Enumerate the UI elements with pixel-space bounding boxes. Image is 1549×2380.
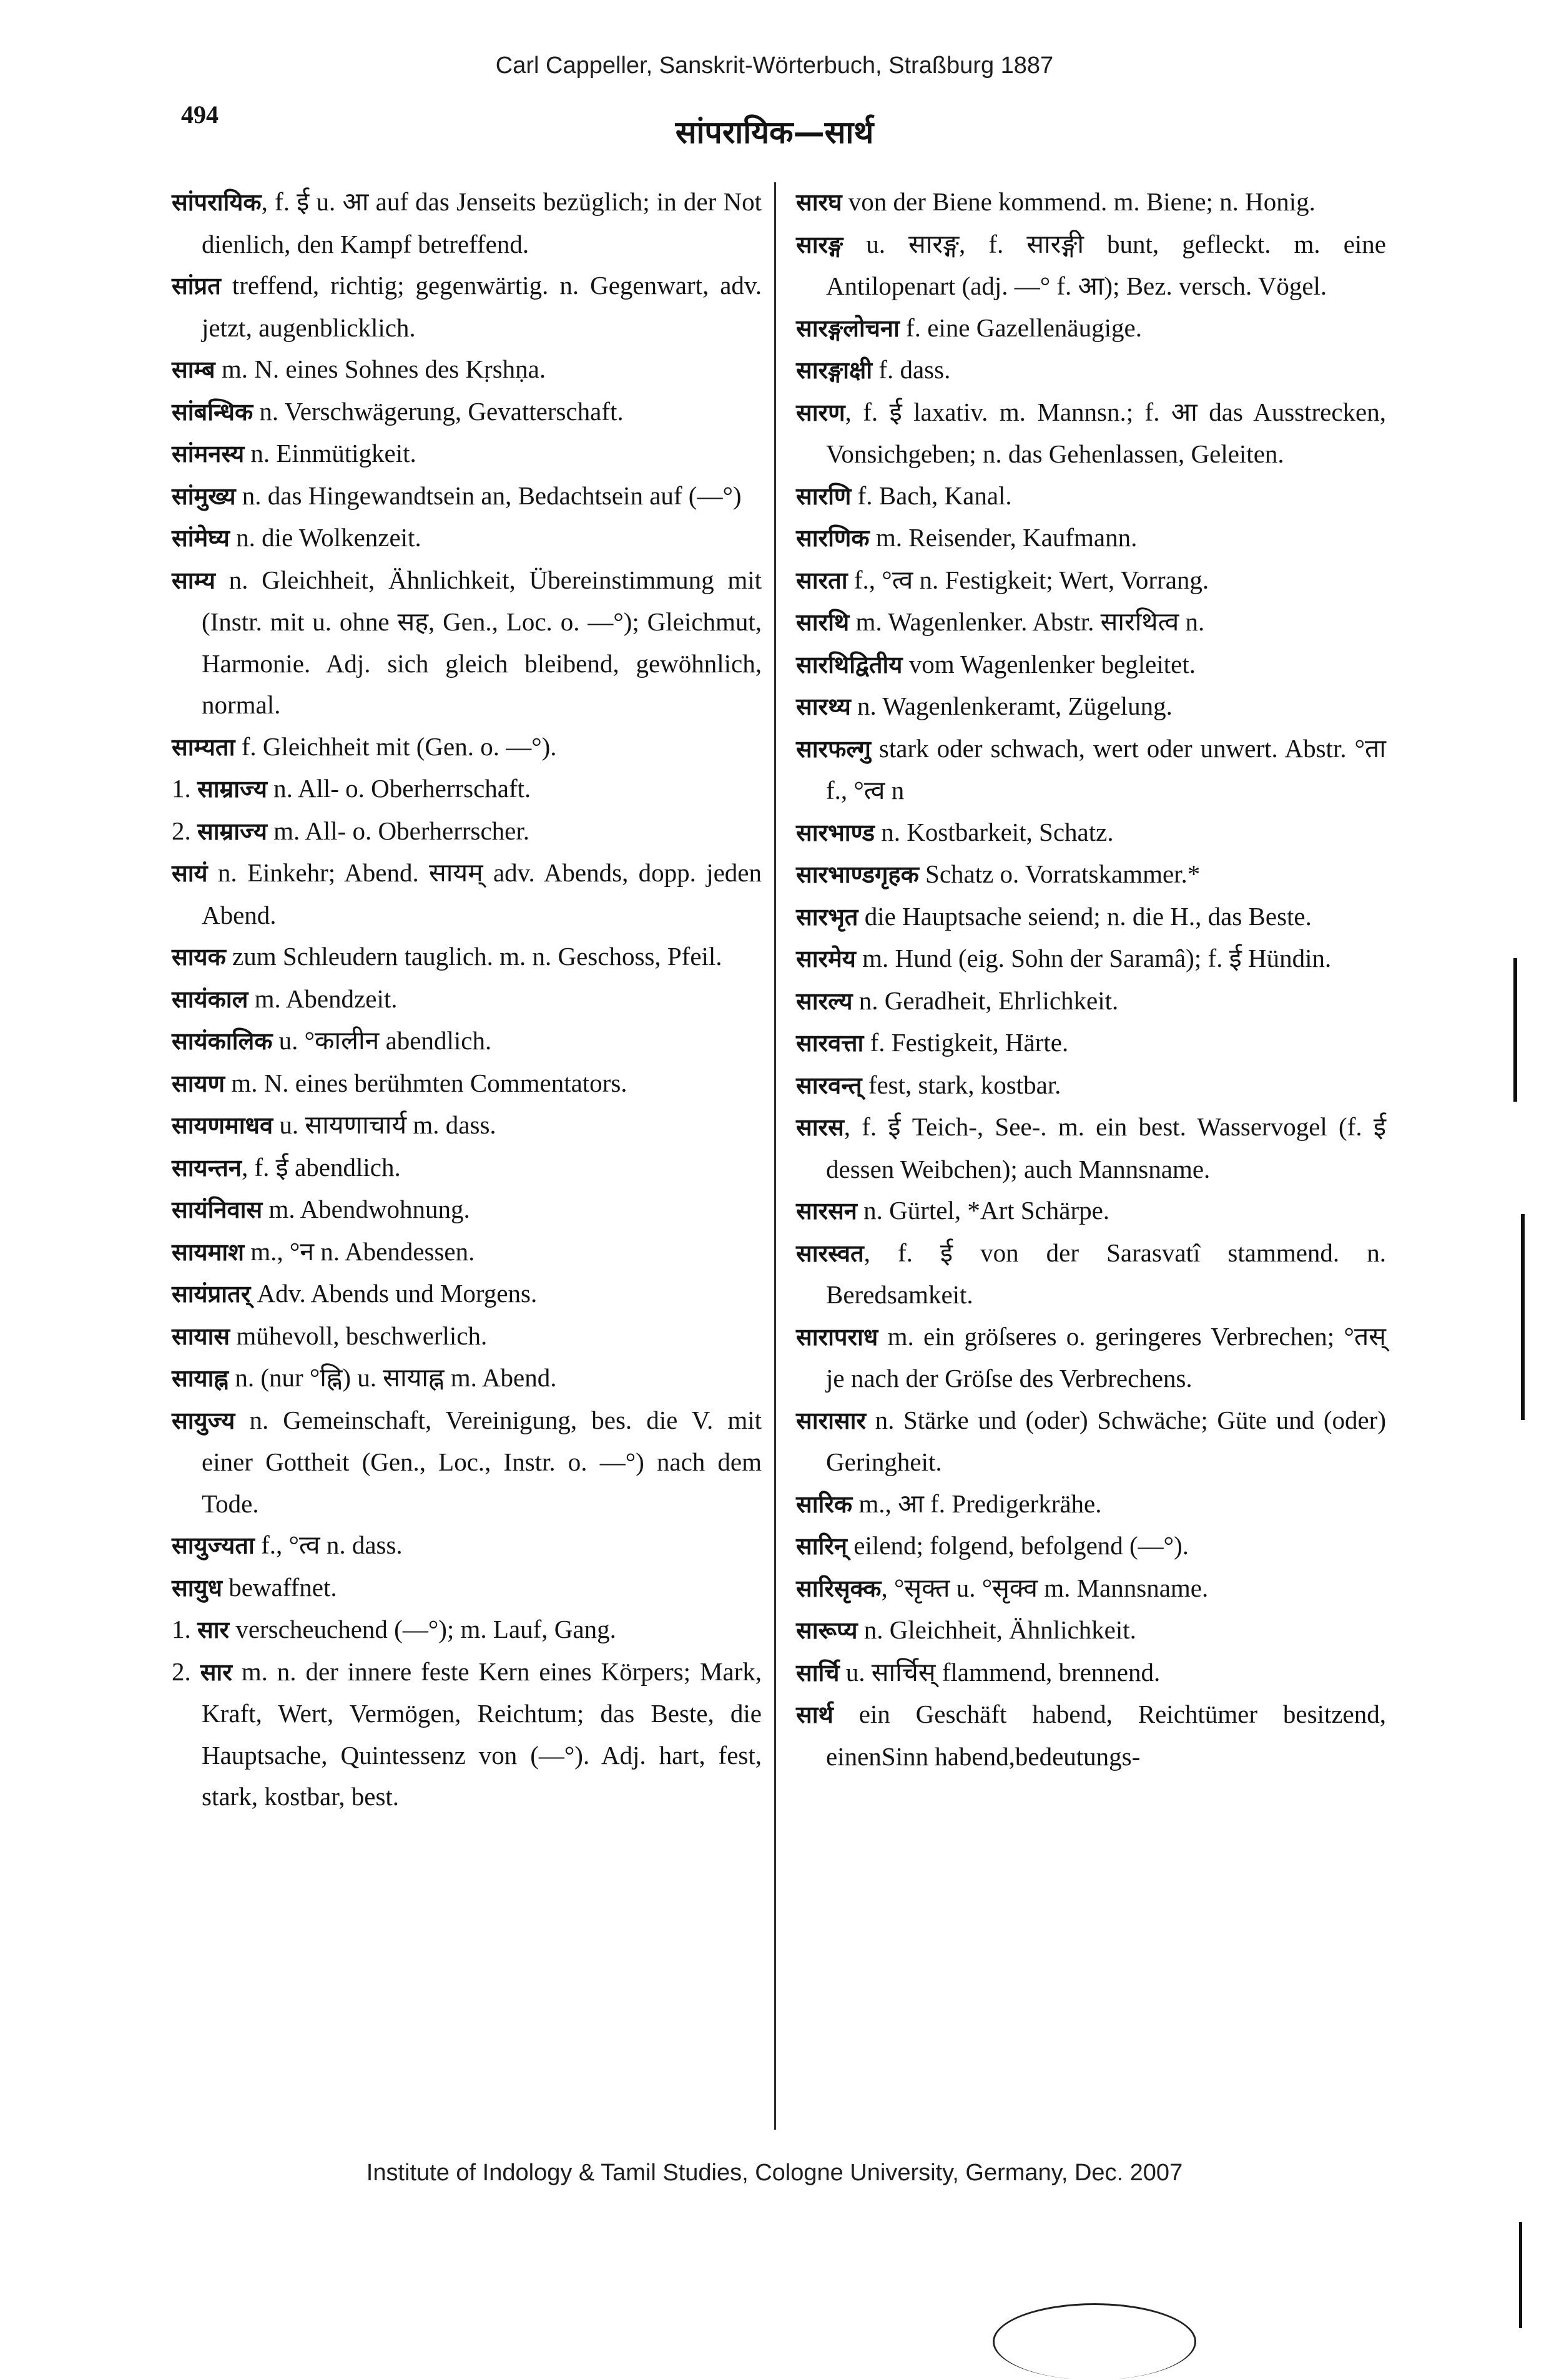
- headword: सायुध: [172, 1574, 222, 1602]
- dictionary-entry: [172, 1315, 762, 1358]
- entry-number: 1.: [172, 1615, 191, 1643]
- headword: सारूप्य: [796, 1617, 858, 1644]
- headword: सायंनिवास: [172, 1196, 263, 1223]
- definition: m. Reisender, Kaufmann.: [869, 523, 1138, 552]
- dictionary-entry: [796, 1567, 1386, 1610]
- headword: सायुज्यता: [172, 1532, 255, 1559]
- headword: सार: [197, 1616, 230, 1643]
- headword: सायमाश: [172, 1238, 244, 1266]
- definition: u. सारङ्ग, f. सारङ्गी bunt, gefleckt. m. eine Antilopenart (adj. —° f. आ); Bez. versch. Vögel.: [826, 229, 1386, 300]
- headword: सारासार: [796, 1406, 866, 1434]
- headword: सांमेघ्य: [172, 524, 230, 552]
- definition: n. Gürtel, *Art Schärpe.: [857, 1196, 1110, 1225]
- scan-arc-mark: [993, 2303, 1196, 2380]
- dictionary-entry: [172, 391, 762, 433]
- definition: n. Wagenlenkeramt, Zügelung.: [850, 692, 1173, 720]
- definition: von der Biene kommend. m. Biene; n. Honig.: [842, 187, 1315, 216]
- definition: n. Einkehr; Abend. सायम् adv. Abends, dopp. jeden Abend.: [202, 858, 762, 929]
- dictionary-entry: [172, 559, 762, 726]
- definition: mühevoll, beschwerlich.: [230, 1321, 488, 1350]
- definition: m., °न n. Abendessen.: [243, 1237, 475, 1266]
- headword: सारमेय: [796, 945, 856, 972]
- dictionary-entry: [172, 936, 762, 978]
- scan-edge-mark: [1513, 958, 1517, 1102]
- headword: सार: [200, 1658, 232, 1686]
- dictionary-entry: [172, 852, 762, 936]
- definition: n. All- o. Oberherrschaft.: [267, 774, 531, 803]
- definition: n. das Hingewandtsein an, Bedachtsein auf (—°): [235, 481, 742, 510]
- definition: n. die Wolkenzeit.: [229, 523, 421, 552]
- definition: vom Wagenlenker begleitet.: [902, 649, 1196, 678]
- dictionary-entry: [796, 1609, 1386, 1652]
- dictionary-entry: [796, 1483, 1386, 1525]
- definition: m. n. der innere feste Kern eines Körpers; Mark, Kraft, Wert, Vermögen, Reichtum; das Beste, die Hauptsache, Quintessenz von (—°). Adj. hart, fest, stark, kostbar, best.: [202, 1657, 762, 1811]
- definition: f. Bach, Kanal.: [851, 481, 1012, 510]
- dictionary-entry: [796, 685, 1386, 728]
- headword: सायं: [172, 859, 208, 887]
- dictionary-entry: [796, 559, 1386, 602]
- definition: m. Hund (eig. Sohn der Saramâ); f. ई Hündin.: [855, 944, 1332, 972]
- headword: सारथ्य: [796, 693, 851, 720]
- definition: m. All- o. Oberherrscher.: [267, 816, 530, 845]
- dictionary-entry: [796, 181, 1386, 223]
- headword: सारफल्गु: [796, 735, 871, 763]
- dictionary-entry: [796, 853, 1386, 896]
- definition: , °सृक्त u. °सृक्व m. Mannsname.: [881, 1573, 1209, 1602]
- dictionary-entry: [796, 391, 1386, 475]
- entry-number: 2.: [172, 816, 191, 845]
- dictionary-entry: [796, 644, 1386, 686]
- definition: bewaffnet.: [222, 1572, 337, 1602]
- definition: eilend; folgend, befolgend (—°).: [847, 1531, 1189, 1560]
- dictionary-entry: [796, 475, 1386, 517]
- dictionary-entry: [172, 1399, 762, 1525]
- headword: सायणमाधव: [172, 1112, 273, 1139]
- headword: सांप्रत: [172, 272, 221, 300]
- definition: m. N. eines Sohnes des Kṛshṇa.: [215, 355, 546, 383]
- dictionary-entry: [172, 475, 762, 517]
- page-number: 494: [181, 100, 219, 129]
- headword: सारङ्ग: [796, 230, 843, 258]
- headword: सायुज्य: [172, 1406, 235, 1434]
- definition: m. ein gröſseres o. geringeres Verbrechen; °तस् je nach der Gröſse des Verbrechens.: [826, 1321, 1386, 1393]
- definition: u. सायणाचार्य m. dass.: [273, 1110, 496, 1139]
- definition: f. Gleichheit mit (Gen. o. —°).: [235, 732, 557, 761]
- definition: n. Gemeinschaft, Vereinigung, bes. die V. mit einer Gottheit (Gen., Loc., Instr. o. —°) nach dem Tode.: [202, 1405, 762, 1518]
- headword: साम्राज्य: [197, 817, 267, 845]
- headword: सारिक: [796, 1490, 853, 1518]
- dictionary-entry: [796, 811, 1386, 854]
- definition: , f. ई u. आ auf das Jenseits bezüglich; in der Not dienlich, den Kampf betreffend.: [202, 187, 762, 258]
- headword: सारङ्गाक्षी: [796, 356, 873, 384]
- headword: सारवन्त्: [796, 1071, 862, 1099]
- definition: , f. ई abendlich.: [242, 1152, 401, 1182]
- dictionary-entry: [172, 1524, 762, 1567]
- headword: सायंकाल: [172, 985, 248, 1013]
- dictionary-entry: [796, 1232, 1386, 1316]
- dictionary-entry: [172, 1609, 762, 1651]
- headword: सायास: [172, 1322, 230, 1350]
- left-column: [172, 181, 762, 2135]
- headword: सारणिक: [796, 524, 870, 552]
- dictionary-entry: [796, 1190, 1386, 1232]
- running-head: सांपरायिक—सार्थ: [675, 114, 874, 150]
- headword: सारङ्गलोचना: [796, 314, 900, 342]
- headword: सार्चि: [796, 1658, 840, 1687]
- dictionary-entry: [796, 1316, 1386, 1399]
- dictionary-entry: [796, 728, 1386, 811]
- headword: सारभाण्डगृहक: [796, 861, 919, 888]
- definition: m. Wagenlenker. Abstr. सारथित्व n.: [849, 607, 1205, 636]
- dictionary-entry: [172, 1273, 762, 1315]
- dictionary-entry: [172, 181, 762, 265]
- definition: , f. ई laxativ. m. Mannsn.; f. आ das Ausstrecken, Vonsichgeben; n. das Gehenlassen, Geleiten.: [826, 397, 1386, 468]
- headword: सारभृत: [796, 903, 858, 931]
- dictionary-entry: [796, 1022, 1386, 1064]
- headword: सांमनस्य: [172, 440, 245, 468]
- headword: सांपरायिक: [172, 189, 262, 216]
- headword: सारल्य: [796, 987, 853, 1015]
- headword: सारस्वत: [796, 1239, 864, 1267]
- headword: सारापराध: [796, 1323, 878, 1351]
- dictionary-entry: [172, 517, 762, 559]
- definition: m. Abendwohnung.: [262, 1195, 470, 1223]
- headword: साम्ब: [172, 356, 215, 383]
- dictionary-entry: [796, 601, 1386, 644]
- dictionary-entry: [796, 517, 1386, 559]
- definition: m., आ f. Predigerkrähe.: [852, 1489, 1102, 1518]
- right-column: [796, 181, 1386, 2135]
- dictionary-entry: [172, 1567, 762, 1609]
- definition: m. N. eines berühmten Commentators.: [225, 1068, 627, 1097]
- headword: सारथिद्वितीय: [796, 650, 903, 678]
- dictionary-entry: [796, 223, 1386, 307]
- headword: सारसन: [796, 1197, 857, 1225]
- definition: die Hauptsache seiend; n. die H., das Beste.: [858, 901, 1312, 931]
- definition: f., °त्व n. Festigkeit; Wert, Vorrang.: [847, 565, 1209, 594]
- scan-footer: Institute of Indology & Tamil Studies, Cologne University, Germany, Dec. 2007: [366, 2160, 1183, 2186]
- headword: सार्थ: [796, 1701, 834, 1728]
- definition: treffend, richtig; gegenwärtig. n. Gegenwart, adv. jetzt, augenblicklich.: [202, 271, 762, 342]
- dictionary-entry: [172, 1104, 762, 1147]
- scan-edge-mark: [1519, 2222, 1522, 2328]
- headword: साम्राज्य: [197, 775, 267, 803]
- dictionary-entry: [172, 265, 762, 348]
- definition: , f. ई Teich-, See-. m. ein best. Wasservogel (f. ई dessen Weibchen); auch Mannsname.: [826, 1112, 1386, 1183]
- headword: सायन्तन: [172, 1153, 242, 1182]
- dictionary-entry: [796, 307, 1386, 350]
- definition: f. dass.: [872, 355, 951, 384]
- dictionary-entry: [172, 978, 762, 1021]
- headword: सारिसृक्क: [796, 1574, 882, 1602]
- entry-number: 1.: [172, 774, 191, 803]
- headword: सांबन्धिक: [172, 398, 253, 426]
- definition: fest, stark, kostbar.: [862, 1070, 1061, 1099]
- definition: verscheuchend (—°); m. Lauf, Gang.: [229, 1615, 616, 1643]
- definition: n. Geradheit, Ehrlichkeit.: [852, 986, 1119, 1015]
- definition: , f. ई von der Sarasvatî stammend. n. Beredsamkeit.: [826, 1238, 1386, 1309]
- dictionary-entry: [796, 349, 1386, 391]
- dictionary-entry: [796, 938, 1386, 980]
- definition: Schatz o. Vorratskammer.*: [918, 859, 1201, 888]
- column-divider: [774, 182, 776, 2130]
- dictionary-entry: [796, 1064, 1386, 1107]
- dictionary-entry: [172, 1651, 762, 1818]
- headword: सारता: [796, 566, 848, 594]
- definition: Adv. Abends und Morgens.: [250, 1279, 538, 1308]
- headword: साम्यता: [172, 733, 235, 761]
- dictionary-entry: [172, 726, 762, 768]
- definition: n. Kostbarkeit, Schatz.: [875, 817, 1114, 846]
- headword: सायाह्न: [172, 1364, 229, 1392]
- dictionary-entry: [796, 1693, 1386, 1777]
- scan-edge-mark: [1521, 1214, 1525, 1420]
- headword: सारस: [796, 1114, 844, 1141]
- headword: सायंकालिक: [172, 1027, 273, 1055]
- headword: सायक: [172, 943, 226, 971]
- dictionary-entry: [172, 1062, 762, 1105]
- definition: zum Schleudern tauglich. m. n. Geschoss, Pfeil.: [225, 942, 722, 971]
- definition: u. सार्चिस् flammend, brennend.: [839, 1657, 1161, 1687]
- headword: सारभाण्ड: [796, 818, 875, 846]
- headword: सारिन्: [796, 1532, 848, 1560]
- headword: सारण: [796, 398, 845, 426]
- headword: सायण: [172, 1069, 225, 1097]
- definition: n. (nur °ह्नि) u. सायाह्न m. Abend.: [229, 1363, 557, 1392]
- definition: m. Abendzeit.: [248, 984, 398, 1013]
- definition: u. °कालीन abendlich.: [272, 1026, 492, 1055]
- dictionary-entry: [172, 1147, 762, 1189]
- definition: n. Einmütigkeit.: [244, 439, 416, 468]
- definition: n. Stärke und (oder) Schwäche; Güte und (oder) Geringheit.: [826, 1405, 1386, 1476]
- headword: सारवत्ता: [796, 1029, 864, 1057]
- dictionary-entry: [796, 980, 1386, 1022]
- dictionary-entry: [796, 1106, 1386, 1190]
- headword: सांमुख्य: [172, 482, 236, 510]
- definition: f. Festigkeit, Härte.: [863, 1028, 1069, 1057]
- headword: साम्य: [172, 566, 215, 594]
- scan-header: Carl Cappeller, Sanskrit-Wörterbuch, Straßburg 1887: [495, 52, 1054, 79]
- dictionary-entry: [796, 1652, 1386, 1694]
- definition: n. Gleichheit, Ähnlichkeit.: [857, 1615, 1136, 1644]
- dictionary-entry: [172, 768, 762, 810]
- dictionary-entry: [796, 896, 1386, 938]
- definition: f. eine Gazellenäugige.: [899, 313, 1142, 342]
- dictionary-entry: [172, 810, 762, 853]
- definition: n. Gleichheit, Ähnlichkeit, Übereinstimmung mit (Instr. mit u. ohne सह, Gen., Loc. o. —°); Gleichmut, Harmonie. Adj. sich gleich bleibend, gewöhnlich, normal.: [202, 565, 762, 719]
- dictionary-entry: [172, 1020, 762, 1062]
- headword: सारथि: [796, 609, 850, 636]
- dictionary-entry: [172, 433, 762, 475]
- dictionary-entry: [796, 1399, 1386, 1483]
- definition: n. Verschwägerung, Gevatterschaft.: [253, 396, 624, 426]
- definition: stark oder schwach, wert oder unwert. Abstr. °ता f., °त्व n: [826, 733, 1386, 805]
- dictionary-entry: [172, 1357, 762, 1399]
- dictionary-entry: [172, 348, 762, 391]
- dictionary-entry: [172, 1188, 762, 1231]
- headword: सायंप्रातर्: [172, 1280, 251, 1308]
- dictionary-entry: [796, 1525, 1386, 1567]
- definition: f., °त्व n. dass.: [254, 1530, 403, 1559]
- headword: सारघ: [796, 189, 842, 216]
- headword: सारणि: [796, 482, 852, 510]
- entry-number: 2.: [172, 1657, 191, 1686]
- definition: ein Geschäft habend, Reichtümer besitzend, einenSinn habend,bedeutungs-: [826, 1700, 1386, 1771]
- dictionary-entry: [172, 1231, 762, 1273]
